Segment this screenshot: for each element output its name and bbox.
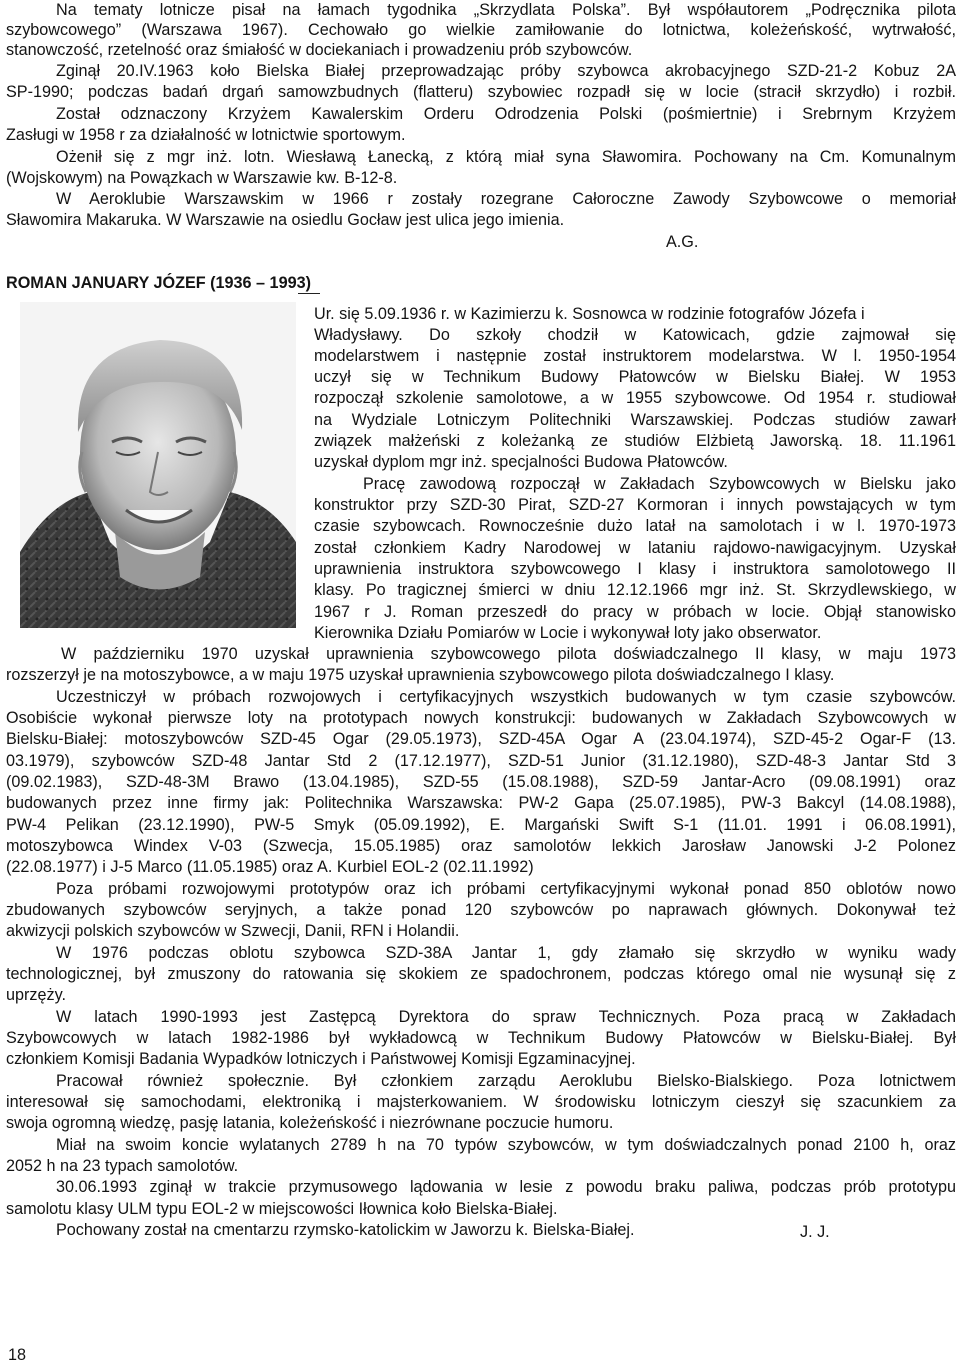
paragraph-line: Sławomira Makaruka. W Warszawie na osiedlu Gocław jest ulica jego imienia. [6,211,565,229]
paragraph-line: SP-1990; podczas badań drgań samowzbudnych (flatteru) szybowiec rozpadł się w locie (stracił skrzydło) i rozbił. [6,83,956,101]
paragraph-line: Zginął 20.IV.1963 koło Bielska Białej przeprowadzając próby szybowca akrobacyjnego SZD-21-2 Kobuz 2A [56,62,956,80]
paragraph-line: uczył się w Technikum Budowy Płatowców w Bielsku Białej. W 1953 [314,368,956,386]
paragraph-line: Ożenił się z mgr inż. lotn. Wiesławą Łanecką, z którą miał syna Sławomira. Pochowany na Cm. Komunalnym [56,148,956,166]
paragraph-line: uzyskał dyplom mgr inż. specjalności Budowa Płatowców. [314,453,728,471]
paragraph-line: Osobiście wykonał pierwsze loty na prototypach nowych konstrukcji: budowanych w Zakładach Szybowcowych w [6,709,956,727]
paragraph-line: Bielsku-Białej: motoszybowców SZD-45 Ogar (29.05.1973), SZD-45A Ogar A (23.04.1974), SZD-45-2 Ogar-F (13. [6,730,956,748]
paragraph-line: 30.06.1993 zginął w trakcie przymusowego lądowania w lesie z powodu braku paliwa, podczas prób prototypu [56,1178,956,1196]
paragraph-line: (Wojskowym) na Powązkach w Warszawie kw. B-12-8. [6,169,398,187]
paragraph-line: uprzęży. [6,986,66,1004]
portrait-icon [20,302,296,628]
page-number: 18 [8,1346,27,1364]
paragraph-line: klasy. Po tragicznej śmierci w dniu 12.12.1966 mgr inż. St. Skrzydlewskiego, w [314,581,956,599]
paragraph-line: rozpoczął szkolenie samolotowe, a w 1955 szybowcowe. Od 1954 r. studiował [314,389,956,407]
paragraph-line: Pracę zawodową rozpoczął w Zakładach Szybowcowych w Bielsku jako [363,475,956,493]
paragraph-line: członkiem Komisji Badania Wypadków lotniczych i Państwowej Komisji Egzaminacyjnej. [6,1050,636,1068]
paragraph-line: rozszerzył je na motoszybowce, a w maju 1975 uzyskał uprawnienia szybowcowego pilota doświadczalnego I klasy. [6,666,835,684]
paragraph-line: Zasługi w 1958 r za działalność w lotnictwie sportowym. [6,126,406,144]
document-page [6,0,956,1364]
paragraph-line: Pracował również społecznie. Był członkiem zarządu Aeroklubu Bielsko-Bialskiego. Poza lotnictwem [56,1072,956,1090]
paragraph-line: W październiku 1970 uzyskał uprawnienia szybowcowego pilota doświadczalnego II klasy, w maju 1973 [61,645,956,663]
paragraph-line: konstruktor przy SZD-30 Pirat, SZD-27 Kormoran i innych powstających w tym [314,496,956,514]
paragraph-line: Władysławy. Do szkoły chodził w Katowicach, gdzie zajmował się [314,326,956,344]
paragraph-line: swoja ogromną wiedzę, pasję latania, koleżeńskość i niezrównane poczucie humoru. [6,1114,614,1132]
paragraph-line: interesował się samochodami, elektroniką i majsterkowaniem. W środowisku lotniczym cieszył się szacunkiem za [6,1093,956,1111]
paragraph-line: Szybowcowych w latach 1982-1986 był wykładowcą w Technikum Budowy Płatowców w Bielsku-Białej. Był [6,1029,956,1047]
paragraph-line: (09.02.1983), SZD-48-3M Brawo (13.04.1985), SZD-55 (15.08.1988), SZD-59 Jantar-Acro (09.08.1991) oraz [6,773,956,791]
paragraph-line: PW-4 Pelikan (23.12.1990), PW-5 Smyk (05.09.1992), E. Margański Swift S-1 (11.01. 1991 i 06.08.1991), [6,816,956,834]
paragraph-line: (22.08.1977) i J-5 Marco (11.05.1985) oraz A. Kurbiel EOL-2 (02.11.1992) [6,858,534,876]
paragraph-line: Uczestniczył w próbach rozwojowych i certyfikacyjnych wszystkich budowanych w tym czasie szybowców. [56,688,956,706]
paragraph-line: Został odznaczony Krzyżem Kawalerskim Orderu Odrodzenia Polski (pośmiertnie) i Srebrnym Krzyżem [56,105,956,123]
signature-ag: A.G. [666,233,699,251]
paragraph-line: motoszybowca Windex V-03 (Szwecja, 15.05.1985) oraz samolotów lekkich Jarosław Janowski J-2 Polonez [6,837,956,855]
bio-heading: ROMAN JANUARY JÓZEF (1936 – 1993) [6,274,311,292]
signature-jj: J. J. [800,1223,830,1241]
paragraph-line: Pochowany został na cmentarzu rzymsko-katolickim w Jaworzu k. Bielska-Białej. [56,1221,635,1239]
paragraph-line: Na tematy lotnicze pisał na łamach tygodnika „Skrzydlata Polska”. Był współautorem „Podręcznika pilota [56,1,956,19]
paragraph-line: czasie szybowcach. Rownocześnie dużo latał na samolotach i w l. 1970-1973 [314,517,956,535]
paragraph-line: budowanych przez inne firmy jak: Politechnika Warszawska: PW-2 Gapa (25.07.1985), PW-3 Bakcyl (14.08.1988), [6,794,956,812]
paragraph-line: szybowcowego” (Warszawa 1967). Cechowało go wielkie zamiłowanie do lotnictwa, koleżeńskość, wytrwałość, [6,21,956,39]
paragraph-line: Miał na swoim koncie wylatanych 2789 h na 70 typów szybowców, w tym doświadczalnych ponad 2100 h, oraz [56,1136,956,1154]
portrait-photo [20,302,296,628]
paragraph-line: W 1976 podczas oblotu szybowca SZD-38A Jantar 1, gdy złamało się skrzydło w wyniku wady [56,944,956,962]
paragraph-line: Poza próbami rozwojowymi prototypów oraz ich próbami certyfikacyjnymi wykonał ponad 850 oblotów nowo [56,880,956,898]
paragraph-line: 03.1979), szybowców SZD-48 Jantar Std 2 (17.12.1977), SZD-51 Junior (31.12.1980), SZD-48-3 Jantar Std 3 [6,752,956,770]
paragraph-line: zbudowanych szybowców seryjnych, a także ponad 120 szybowców po naprawach głównych. Dokonywał też [6,901,956,919]
paragraph-line: uprawnienia instruktora szybowcowego I klasy i instruktora samolotowego II [314,560,956,578]
paragraph-line: W latach 1990-1993 jest Zastępcą Dyrektora do spraw Technicznych. Poza pracą w Zakładach [56,1008,956,1026]
heading-rule [298,293,320,294]
paragraph-line: samolotu klasy ULM typu EOL-2 w miejscowości Iłownica koło Bielska-Białej. [6,1200,558,1218]
paragraph-line: W Aeroklubie Warszawskim w 1966 r zostały rozegrane Całoroczne Zawody Szybowcowe o memoriał [56,190,956,208]
paragraph-line: modelarstwem i następnie został instruktorem modelarstwa. W l. 1950-1954 [314,347,956,365]
paragraph-line: związek małżeński z koleżanką ze studiów Elżbietą Jaworską. 18. 11.1961 [314,432,956,450]
paragraph-line: na Wydziale Lotniczym Politechniki Warszawskiej. Podczas studiów zawarł [314,411,956,429]
paragraph-line: technologicznej, był zmuszony do ratowania się skokiem ze spadochronem, podczas którego omal nie wysunął się z [6,965,956,983]
paragraph-line: 2052 h na 23 typach samolotów. [6,1157,239,1175]
paragraph-line: 1967 r J. Roman przeszedł do pracy w próbach w locie. Objął stanowisko [314,603,956,621]
paragraph-line: stanowczość, rzetelność oraz śmiałość w dociekaniach i prowadzeniu prób szybowców. [6,41,633,59]
paragraph-line: Kierownika Działu Pomiarów w Locie i wykonywał loty jako obserwator. [314,624,822,642]
paragraph-line: Ur. się 5.09.1936 r. w Kazimierzu k. Sosnowca w rodzinie fotografów Józefa i [314,305,865,323]
paragraph-line: akwizycji polskich szybowców w Szwecji, Danii, RFN i Holandii. [6,922,460,940]
paragraph-line: został członkiem Kadry Narodowej w lataniu rajdowo-nawigacyjnym. Uzyskał [314,539,956,557]
